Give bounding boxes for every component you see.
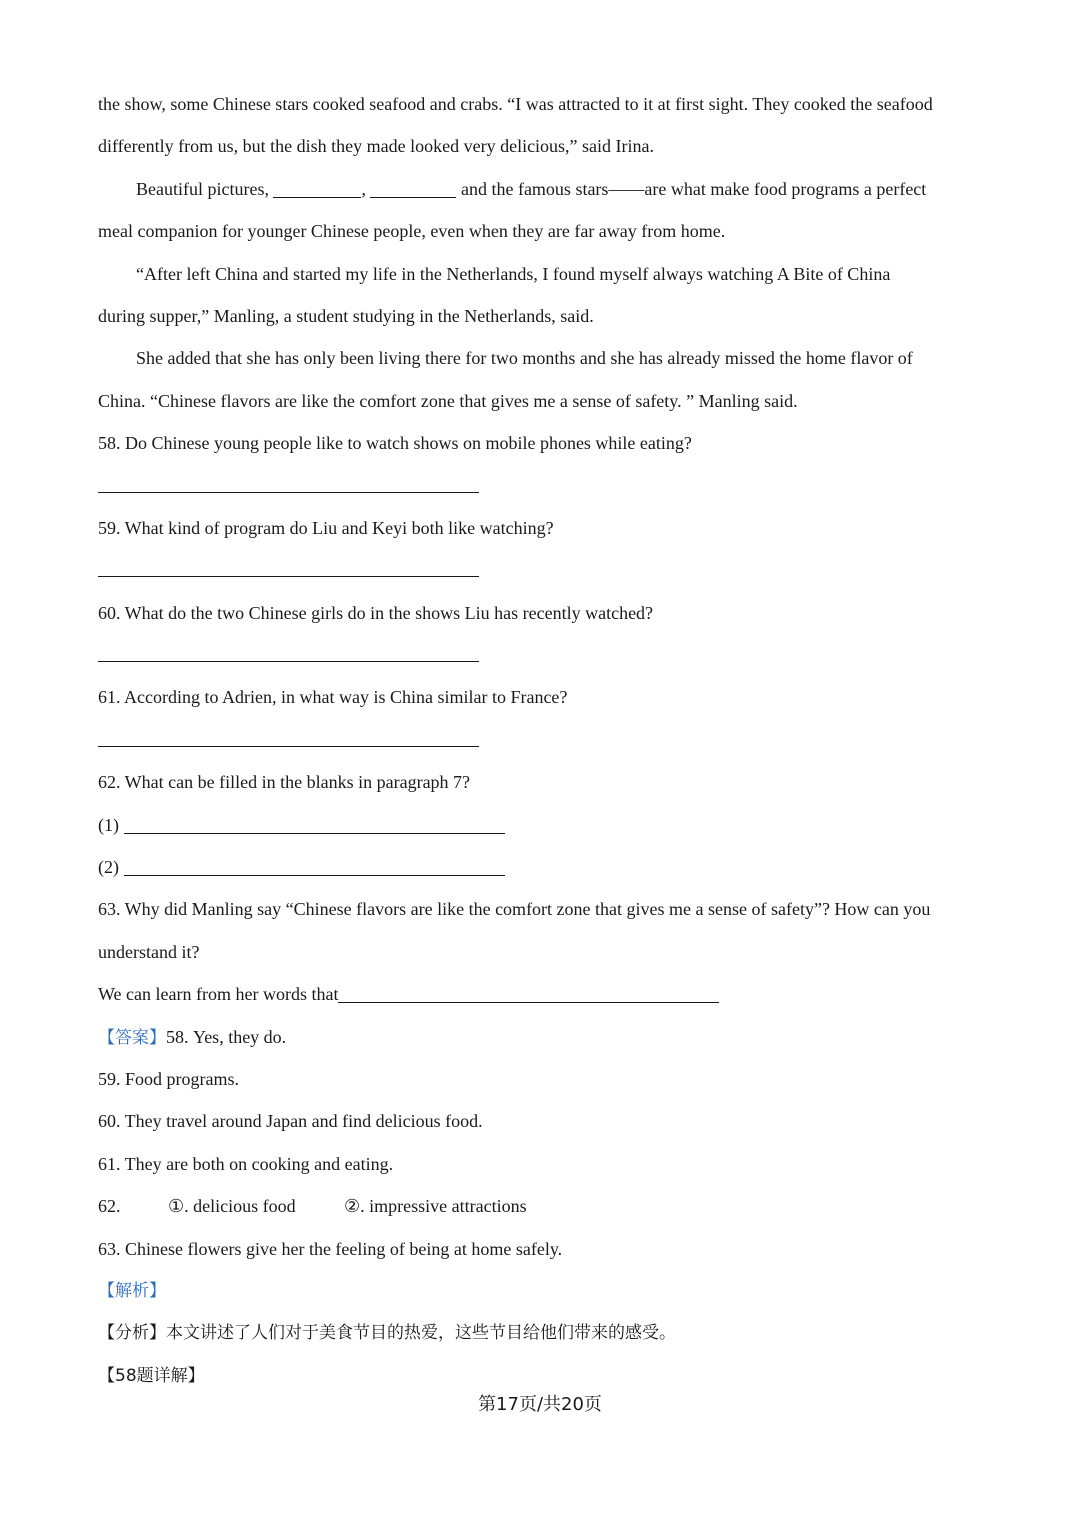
answer-line-61 (98, 719, 984, 761)
question-63: 63. Why did Manling say “Chinese flavors are like the comfort zone that gives me a sense of safety”? How can you (98, 899, 931, 920)
answer-60: 60. They travel around Japan and find delicious food. (98, 1111, 483, 1132)
passage-line: during supper,” Manling, a student studying in the Netherlands, said. (98, 305, 594, 326)
passage-paragraph-7 (98, 168, 984, 210)
question-61: 61. According to Adrien, in what way is China similar to France? (98, 687, 568, 708)
answer-59: 59. Food programs. (98, 1068, 239, 1089)
document-page (98, 83, 984, 1397)
passage-line: She added that she has only been living there for two months and she has already missed the home flavor of (136, 348, 913, 369)
answer-rule (124, 832, 505, 834)
answer-63: 63. Chinese flowers give her the feeling of being at home safely. (98, 1238, 563, 1259)
answer-line-59 (98, 549, 984, 591)
passage-text: and the famous stars——are what make food programs a perfect (460, 178, 927, 199)
question-60: 60. What do the two Chinese girls do in the shows Liu has recently watched? (98, 602, 654, 623)
question-62-blank-1 (98, 804, 984, 846)
question-63-cont: understand it? (98, 941, 200, 962)
summary-text: 本文讲述了人们对于美食节目的热爱，这些节目给他们带来的感受。 (166, 1323, 676, 1344)
answer-rule (124, 874, 505, 876)
passage-line: meal companion for younger Chinese people, even when they are far away from home. (98, 221, 726, 242)
answer-number: 62. (98, 1196, 121, 1217)
fill-blank-2 (370, 196, 456, 198)
answer-rule (98, 576, 479, 577)
passage-line: differently from us, but the dish they made looked very delicious,” said Irina. (98, 136, 655, 157)
answer-rule (98, 661, 479, 662)
passage-text: , (361, 178, 366, 199)
answer-line-58 (98, 465, 984, 507)
passage-line: “After left China and started my life in the Netherlands, I found myself always watching A Bite of China (136, 263, 891, 284)
passage-text: Beautiful pictures, (136, 178, 269, 199)
detail-label-58: 【58题详解】 (98, 1365, 205, 1386)
question-63-prompt (98, 973, 984, 1015)
answer-line-60 (98, 634, 984, 676)
question-58: 58. Do Chinese young people like to watch shows on mobile phones while eating? (98, 433, 692, 454)
question-59: 59. What kind of program do Liu and Keyi both like watching? (98, 517, 554, 538)
answer-rule (338, 1001, 719, 1003)
blank-label: (1) (98, 814, 119, 835)
answer-61: 61. They are both on cooking and eating. (98, 1153, 394, 1174)
analysis-summary (98, 1312, 984, 1354)
answer-62 (98, 1185, 984, 1227)
analysis-label: 【解析】 (98, 1280, 166, 1301)
fill-blank-1 (273, 196, 361, 198)
question-62: 62. What can be filled in the blanks in paragraph 7? (98, 772, 471, 793)
page-footer: 第17页/共20页 (478, 1394, 602, 1415)
answer-rule (98, 746, 479, 747)
answer-text: 58. Yes, they do. (166, 1026, 287, 1047)
passage-line: China. “Chinese flavors are like the comfort zone that gives me a sense of safety. ” Manling said. (98, 390, 798, 411)
answer-label: 【答案】 (98, 1027, 166, 1048)
passage-line: the show, some Chinese stars cooked seafood and crabs. “I was attracted to it at first sight. They cooked the seafood (98, 94, 933, 114)
answer-rule (98, 492, 479, 493)
prompt-text: We can learn from her words that (98, 984, 339, 1005)
answer-62-item-2: ②. impressive attractions (344, 1196, 527, 1217)
summary-label: 【分析】 (98, 1323, 166, 1344)
answer-58 (98, 1016, 984, 1058)
answer-62-item-1: ①. delicious food (168, 1196, 296, 1217)
blank-label: (2) (98, 857, 119, 878)
question-62-blank-2 (98, 846, 984, 888)
